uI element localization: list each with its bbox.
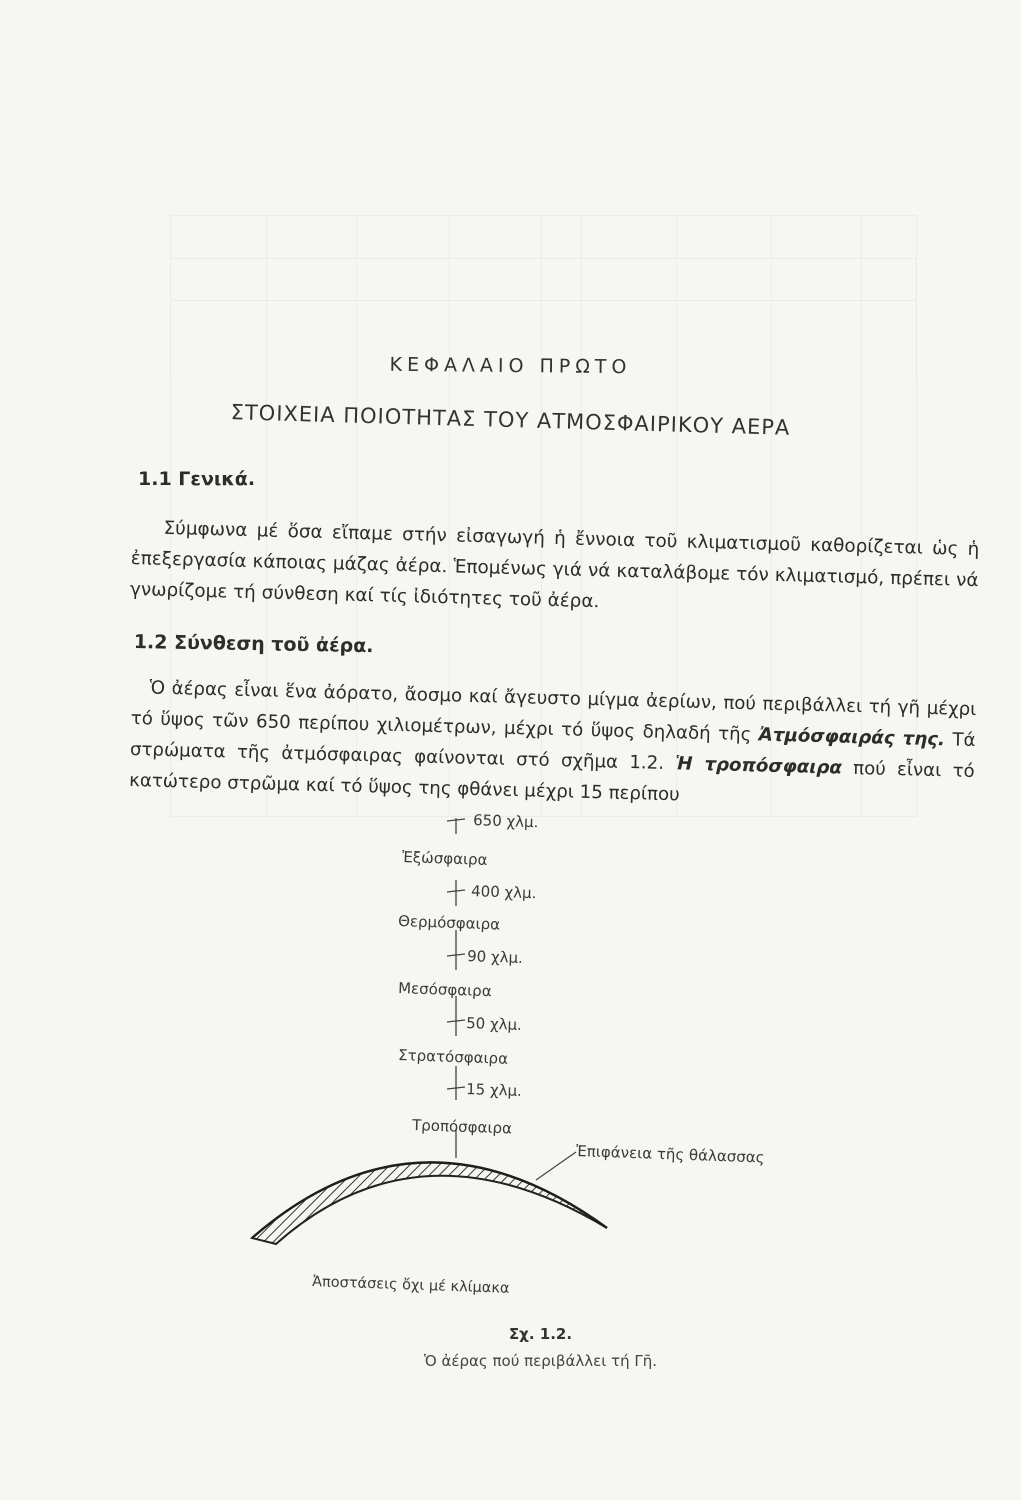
height-label-650: 650 χλμ.: [472, 811, 539, 832]
para-start: Ὁ ἀέρας εἶναι ἕνα ἀόρατο, ἄοσμο καί ἄγευστο μίγμα ἀερίων, πού περιβάλλει τή γῆ μέχρι τό ὕψος τῶν 650 περίπου χιλιομέτρων, μέχρι τό ὕψος δηλαδή τῆς: [130, 677, 977, 746]
term-atmosphere: Ἀτμόσφαιράς της.: [758, 724, 946, 751]
height-label-400: 400 χλμ.: [470, 882, 537, 903]
surface-label: Ἐπιφάνεια τῆς θάλασσας: [575, 1142, 765, 1167]
section-2-heading: 1.2 Σύνθεση τοῦ ἀέρα.: [133, 631, 374, 658]
height-label-50: 50 χλμ.: [465, 1014, 523, 1034]
section-1-heading: 1.1 Γενικά.: [138, 468, 256, 490]
layer-label-mesosphere: Μεσόσφαιρα: [397, 979, 492, 1001]
layer-label-stratosphere: Στρατόσφαιρα: [397, 1046, 509, 1068]
para-mid: Τά στρώματα τῆς ἀτμόσφαιρας φαίνονται στό σχῆμα 1.2.: [129, 729, 976, 775]
surface-leader-line: [536, 1152, 576, 1180]
height-label-15: 15 χλμ.: [465, 1080, 523, 1100]
chapter-title: ΣΤΟΙΧΕΙΑ ΠΟΙΟΤΗΤΑΣ ΤΟΥ ΑΤΜΟΣΦΑΙΡΙΚΟΥ ΑΕΡΑ: [230, 400, 791, 440]
para-end: πού εἶναι τό κατώτερο στρῶμα καί τό ὕψος της φθάνει μέχρι 15 περίπου: [128, 757, 975, 806]
scale-note: Ἀποστάσεις ὄχι μέ κλίμακα: [311, 1274, 510, 1297]
height-label-90: 90 χλμ.: [466, 947, 524, 967]
chapter-number: ΚΕΦΑΛΑΙΟ ΠΡΩΤΟ: [389, 353, 632, 379]
figure-caption: Ὁ ἀέρας πού περιβάλλει τή Γῆ.: [424, 1352, 657, 1370]
earth-crust-hatched: [252, 1162, 607, 1244]
layer-label-exosphere: Ἐξώσφαιρα: [401, 848, 488, 869]
layer-label-troposphere: Τροπόσφαιρα: [411, 1116, 513, 1138]
layer-label-thermosphere: Θερμόσφαιρα: [397, 912, 501, 934]
section-1-text: Σύμφωνα μέ ὅσα εἴπαμε στήν εἰσαγωγή ἡ ἔννοια τοῦ κλιματισμοῦ καθορίζεται ὡς ἡ ἐπεξεργασία κάποιας μάζας ἀέρα. Ἑπομένως γιά νά καταλάβομε τόν κλιματισμό, πρέπει νά γνωρίζομε τή σύνθεση καί τίς ἰδιότητες τοῦ ἀέρα.: [129, 517, 980, 613]
term-troposphere: Ἡ τροπόσφαιρα: [675, 753, 843, 779]
figure-number: Σχ. 1.2.: [508, 1325, 573, 1343]
